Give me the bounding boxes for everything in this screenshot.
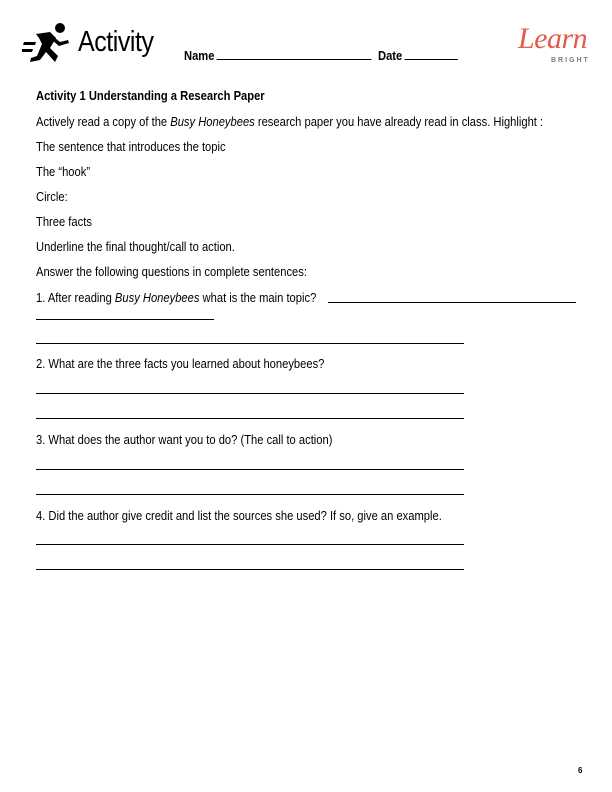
name-field[interactable] xyxy=(184,47,372,63)
question-3: 3. What does the author want you to do? (The call to action) xyxy=(36,432,333,447)
item-three-facts: Three facts xyxy=(36,214,92,229)
page-number: 6 xyxy=(578,766,583,775)
answer-line-1c[interactable] xyxy=(36,343,464,344)
question-4: 4. Did the author give credit and list the sources she used? If so, give an example. xyxy=(36,508,442,523)
answer-line-2a[interactable] xyxy=(36,393,464,394)
answer-line-1a[interactable] xyxy=(328,302,576,303)
logo-subtitle: BRIGHT xyxy=(551,57,590,64)
intro-paragraph: Actively read a copy of the Busy Honeybees research paper you have already read in class. Highlight : xyxy=(36,114,544,129)
underline-instruction: Underline the final thought/call to action. xyxy=(36,239,235,254)
circle-label: Circle: xyxy=(36,189,68,204)
date-field[interactable] xyxy=(378,47,458,63)
answer-line-4b[interactable] xyxy=(36,569,464,570)
running-figure-icon xyxy=(22,22,72,64)
question-1: 1. After reading Busy Honeybees what is the main topic? xyxy=(36,290,317,305)
answer-instruction: Answer the following questions in complete sentences: xyxy=(36,264,307,279)
answer-line-3a[interactable] xyxy=(36,469,464,470)
answer-line-3b[interactable] xyxy=(36,494,464,495)
item-hook: The “hook” xyxy=(36,164,91,179)
question-2: 2. What are the three facts you learned about honeybees? xyxy=(36,356,325,371)
answer-line-1b[interactable] xyxy=(36,319,214,320)
name-label: Name xyxy=(184,48,215,63)
date-label: Date xyxy=(378,48,403,63)
answer-line-4a[interactable] xyxy=(36,544,464,545)
answer-line-2b[interactable] xyxy=(36,418,464,419)
activity-title: Activity xyxy=(78,26,154,58)
learn-bright-logo: Learn xyxy=(518,22,588,55)
paper-title: Busy Honeybees xyxy=(170,114,255,129)
activity-heading: Activity 1 Understanding a Research Paper xyxy=(36,88,265,103)
item-topic: The sentence that introduces the topic xyxy=(36,139,226,154)
